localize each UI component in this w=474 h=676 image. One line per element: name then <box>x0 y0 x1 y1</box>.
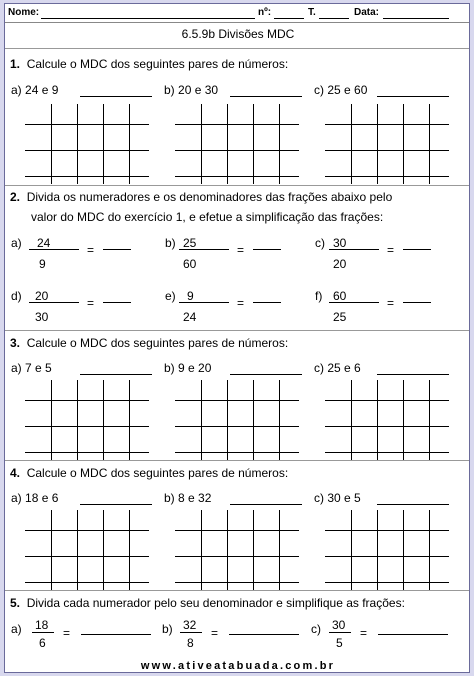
grid-vertical-line <box>51 380 52 460</box>
grid-horizontal-line <box>25 426 149 427</box>
grid-vertical-line <box>201 510 202 590</box>
numero-label: nº: <box>258 7 272 18</box>
section-4 <box>5 460 470 461</box>
section-1-question: 1. Calcule o MDC dos seguintes pares de números: <box>10 57 289 71</box>
s5-item-b-fraction-bar <box>180 632 202 633</box>
s2-item-e-equals: = <box>237 296 245 310</box>
grid-vertical-line <box>351 104 352 184</box>
nome-field[interactable] <box>41 18 255 19</box>
grid-vertical-line <box>77 104 78 184</box>
s2-item-b-numerator: 25 <box>183 236 197 250</box>
s5-item-a-numerator: 18 <box>35 618 49 632</box>
numero-field[interactable] <box>274 18 304 19</box>
s2-item-f-numerator: 60 <box>333 289 347 303</box>
grid-vertical-line <box>201 104 202 184</box>
s2-answer-e[interactable] <box>253 302 281 303</box>
s1-grid-b[interactable] <box>175 104 299 184</box>
grid-horizontal-line <box>175 452 299 453</box>
grid-horizontal-line <box>325 426 449 427</box>
grid-vertical-line <box>377 510 378 590</box>
s5-item-b-equals: = <box>211 626 219 640</box>
s5-item-a-equals: = <box>63 626 71 640</box>
grid-vertical-line <box>403 510 404 590</box>
s2-item-a-fraction-bar <box>29 249 79 250</box>
grid-vertical-line <box>227 510 228 590</box>
grid-vertical-line <box>279 104 280 184</box>
s5-item-a-label: a) <box>11 622 22 636</box>
s2-item-b-denominator: 60 <box>183 257 197 271</box>
section-2-question-line2: valor do MDC do exercício 1, e efetue a simplificação das frações: <box>31 210 384 224</box>
data-label: Data: <box>354 7 380 18</box>
s5-item-b-label: b) <box>162 622 173 636</box>
s2-item-f-equals: = <box>387 296 395 310</box>
grid-vertical-line <box>377 104 378 184</box>
s4-grid-b[interactable] <box>175 510 299 590</box>
s2-answer-a[interactable] <box>103 249 131 250</box>
s3-item-c: c) 25 e 6 <box>314 361 361 375</box>
grid-horizontal-line <box>175 124 299 125</box>
s2-item-c-fraction-bar <box>329 249 379 250</box>
worksheet <box>4 3 470 673</box>
s5-item-c-denominator: 5 <box>336 636 343 650</box>
s1-answer-a[interactable] <box>80 96 152 97</box>
grid-horizontal-line <box>175 176 299 177</box>
grid-horizontal-line <box>325 582 449 583</box>
s1-answer-c[interactable] <box>377 96 449 97</box>
grid-vertical-line <box>227 104 228 184</box>
s4-answer-c[interactable] <box>377 504 449 505</box>
s5-answer-b[interactable] <box>229 634 299 635</box>
s2-item-b-label: b) <box>165 236 176 250</box>
section-5 <box>5 590 470 591</box>
grid-horizontal-line <box>325 556 449 557</box>
s5-item-b-denominator: 8 <box>187 636 194 650</box>
s2-item-a-equals: = <box>87 243 95 257</box>
grid-vertical-line <box>377 380 378 460</box>
s1-answer-b[interactable] <box>230 96 302 97</box>
grid-horizontal-line <box>175 556 299 557</box>
s3-grid-b[interactable] <box>175 380 299 460</box>
s2-item-f-denominator: 25 <box>333 310 347 324</box>
s5-item-c-numerator: 30 <box>332 618 346 632</box>
section-2-question: 2. Divida os numeradores e os denominadores das frações abaixo pelo <box>10 190 393 204</box>
grid-vertical-line <box>201 380 202 460</box>
s2-item-d-label: d) <box>11 289 22 303</box>
nome-label: Nome: <box>8 7 40 18</box>
s5-item-a-fraction-bar <box>32 632 54 633</box>
s2-item-c-label: c) <box>315 236 325 250</box>
grid-horizontal-line <box>325 150 449 151</box>
s3-grid-a[interactable] <box>25 380 149 460</box>
grid-vertical-line <box>77 510 78 590</box>
s5-item-a-denominator: 6 <box>39 636 46 650</box>
grid-vertical-line <box>253 104 254 184</box>
grid-horizontal-line <box>25 124 149 125</box>
grid-horizontal-line <box>25 176 149 177</box>
header-bar <box>5 4 470 23</box>
grid-vertical-line <box>51 510 52 590</box>
s2-item-a-numerator: 24 <box>37 236 51 250</box>
grid-horizontal-line <box>325 452 449 453</box>
s2-item-c-equals: = <box>387 243 395 257</box>
s2-item-d-equals: = <box>87 296 95 310</box>
grid-vertical-line <box>103 380 104 460</box>
grid-vertical-line <box>129 510 130 590</box>
grid-horizontal-line <box>325 400 449 401</box>
s2-item-e-label: e) <box>165 289 176 303</box>
data-field[interactable] <box>383 18 449 19</box>
s3-answer-a[interactable] <box>80 374 152 375</box>
s2-item-c-denominator: 20 <box>333 257 347 271</box>
grid-vertical-line <box>429 510 430 590</box>
grid-vertical-line <box>51 104 52 184</box>
s5-item-c-fraction-bar <box>329 632 351 633</box>
s2-answer-f[interactable] <box>403 302 431 303</box>
section-4-question: 4. Calcule o MDC dos seguintes pares de números: <box>10 466 289 480</box>
section-3 <box>5 330 470 331</box>
s2-item-f-fraction-bar <box>329 302 379 303</box>
grid-horizontal-line <box>325 124 449 125</box>
grid-vertical-line <box>129 380 130 460</box>
s3-answer-b[interactable] <box>230 374 302 375</box>
s1-item-c: c) 25 e 60 <box>314 83 368 97</box>
grid-vertical-line <box>351 510 352 590</box>
s2-answer-c[interactable] <box>403 249 431 250</box>
section-5-question: 5. Divida cada numerador pelo seu denominador e simplifique as frações: <box>10 596 405 610</box>
grid-vertical-line <box>227 380 228 460</box>
grid-vertical-line <box>77 380 78 460</box>
s5-answer-c[interactable] <box>378 634 448 635</box>
s2-item-e-numerator: 9 <box>187 289 194 303</box>
section-2 <box>5 185 470 186</box>
s2-item-d-fraction-bar <box>29 302 79 303</box>
s5-item-c-equals: = <box>360 626 368 640</box>
s2-item-c-numerator: 30 <box>333 236 347 250</box>
grid-horizontal-line <box>325 530 449 531</box>
s4-item-c: c) 30 e 5 <box>314 491 361 505</box>
s2-item-b-equals: = <box>237 243 245 257</box>
page-title: 6.5.9b Divisões MDC <box>181 27 295 41</box>
s2-item-f-label: f) <box>315 289 323 303</box>
grid-horizontal-line <box>325 176 449 177</box>
section-3-question: 3. Calcule o MDC dos seguintes pares de números: <box>10 336 289 350</box>
grid-horizontal-line <box>25 150 149 151</box>
s4-answer-b[interactable] <box>230 504 302 505</box>
s2-item-a-denominator: 9 <box>39 257 46 271</box>
s3-grid-c[interactable] <box>325 380 449 460</box>
grid-horizontal-line <box>25 582 149 583</box>
grid-vertical-line <box>103 510 104 590</box>
s1-grid-a[interactable] <box>25 104 149 184</box>
s2-answer-b[interactable] <box>253 249 281 250</box>
grid-horizontal-line <box>175 426 299 427</box>
s3-answer-c[interactable] <box>377 374 449 375</box>
grid-horizontal-line <box>25 556 149 557</box>
s4-item-b: b) 8 e 32 <box>164 491 212 505</box>
s1-item-a: a) 24 e 9 <box>11 83 59 97</box>
s5-answer-a[interactable] <box>81 634 151 635</box>
s2-item-e-denominator: 24 <box>183 310 197 324</box>
grid-vertical-line <box>253 510 254 590</box>
grid-vertical-line <box>279 510 280 590</box>
grid-horizontal-line <box>175 582 299 583</box>
s3-item-a: a) 7 e 5 <box>11 361 52 375</box>
turma-field[interactable] <box>319 18 349 19</box>
grid-horizontal-line <box>25 452 149 453</box>
turma-label: T. <box>308 7 316 18</box>
grid-vertical-line <box>129 104 130 184</box>
grid-horizontal-line <box>175 400 299 401</box>
s4-grid-a[interactable] <box>25 510 149 590</box>
grid-vertical-line <box>429 380 430 460</box>
s1-item-b: b) 20 e 30 <box>164 83 219 97</box>
grid-vertical-line <box>403 380 404 460</box>
s3-item-b: b) 9 e 20 <box>164 361 212 375</box>
grid-vertical-line <box>103 104 104 184</box>
s2-item-b-fraction-bar <box>179 249 229 250</box>
s2-item-a-label: a) <box>11 236 22 250</box>
s2-item-d-numerator: 20 <box>35 289 49 303</box>
footer-url: www.ativeatabuada.com.br <box>140 660 336 672</box>
grid-vertical-line <box>279 380 280 460</box>
s4-grid-c[interactable] <box>325 510 449 590</box>
grid-horizontal-line <box>175 530 299 531</box>
s1-grid-c[interactable] <box>325 104 449 184</box>
grid-vertical-line <box>351 380 352 460</box>
grid-vertical-line <box>403 104 404 184</box>
s5-item-c-label: c) <box>311 622 321 636</box>
grid-horizontal-line <box>175 150 299 151</box>
section-1 <box>5 48 470 49</box>
grid-vertical-line <box>429 104 430 184</box>
s2-item-d-denominator: 30 <box>35 310 49 324</box>
s5-item-b-numerator: 32 <box>183 618 197 632</box>
s4-item-a: a) 18 e 6 <box>11 491 59 505</box>
s2-answer-d[interactable] <box>103 302 131 303</box>
grid-vertical-line <box>253 380 254 460</box>
s2-item-e-fraction-bar <box>179 302 229 303</box>
grid-horizontal-line <box>25 400 149 401</box>
grid-horizontal-line <box>25 530 149 531</box>
s4-answer-a[interactable] <box>80 504 152 505</box>
